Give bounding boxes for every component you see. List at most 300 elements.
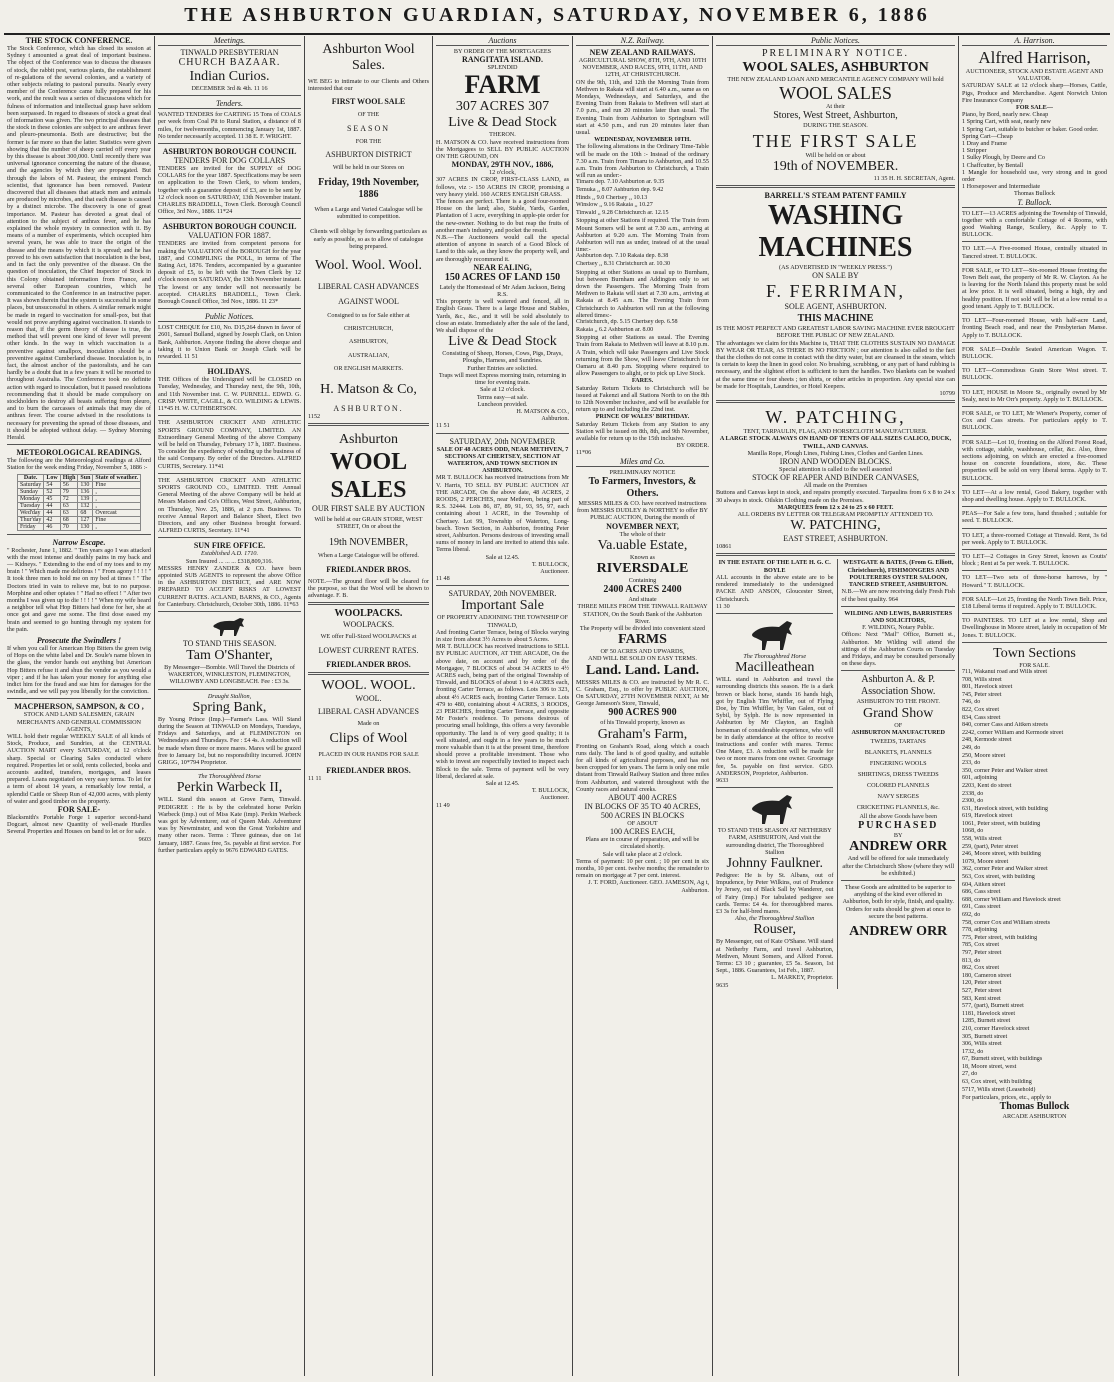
horse-title: Johnny Faulkner.	[726, 855, 823, 871]
tender-notice: WANTED TENDERS for CARTING 15 Tons of COALS per week from Coal Pit to Rural Station, a distance of 8 miles, for twelvemonths, commencing January 1st, 1887. No tender necessarily accepted. 11 38 E. F. WRIGHT.	[158, 111, 301, 144]
article-title: THE STOCK CONFERENCE.	[25, 36, 133, 45]
to-let-notice: FOR SALE—Double Seated American Wagon. T. BULLOCK.	[962, 346, 1107, 364]
forsale-item: 1 Sulky Plough, by Deere and Co	[962, 154, 1046, 162]
list-item: 1181, Havelock street	[962, 1010, 1016, 1017]
miles-body: MESSRS MILES & CO. have received instructions from MESSRS DUDLEY & NORTHEY to offer BY PUBLIC AUCTION, During the month of	[577, 499, 708, 522]
list-item: 822, Cox street	[962, 706, 1000, 713]
sale-time: Sale at 12 o'clock.	[479, 386, 526, 394]
ad-reference: 11 49	[436, 801, 450, 809]
estate-title: IN THE ESTATE OF THE LATE H. G. C. BOYLE	[718, 559, 831, 574]
forsale-title: FOR SALE—	[1016, 104, 1053, 112]
market-place: CHRISTCHURCH,	[343, 325, 394, 333]
list-item: 785, Cox street	[962, 942, 1000, 949]
auctioneer-role: Auctioneer.	[540, 794, 569, 802]
column-7	[958, 36, 1110, 1376]
iron-blocks: IRON AND WOODEN BLOCKS.	[779, 457, 892, 467]
forsale-subtitle: FOR SALE.	[1019, 661, 1050, 669]
firm-body: WILL hold their regular WEEKLY SALE of all kinds of Stock, Produce, and Sundries, at the CENTRAL AUCTION MART every SATURDAY, at 12 o'clock sharp. Special or Clearing Sales conducted where required. Properties let or sold, rents collected, books and accounts audited, transfers, mortgages, and leases prepared. Loans negotiated on very easy terms. To let for a term of about 14 years, a remarkably low rental, a splendid Cattle or Sheep Run of 42,000 acres, with plenty of water and good timber on the property.	[7, 733, 151, 805]
list-item: 711, Wakanui road and Wills street	[962, 669, 1048, 675]
list-item: 797, Peter street	[962, 949, 1002, 956]
woolpacks-heading: WOOLPACKS.	[334, 608, 403, 620]
column-2	[154, 36, 304, 1376]
harrison-sign: Thomas Bullock	[1013, 190, 1056, 198]
goods-note: These Goods are admitted to be superior to anything of the kind ever offered in Ashburton, both for style, finish, and quality. Orders for suits should be given at once to secure the best patterns.	[842, 883, 954, 920]
swindlers-title: Prosecute the Swindlers !	[36, 636, 122, 646]
forsale-title: FOR SALE-	[57, 805, 101, 815]
column-1	[4, 36, 154, 1376]
met-header: State of weather.	[93, 474, 141, 481]
catalogue-note: When a Large Catalogue will be offered.	[318, 551, 419, 559]
list-item: 1285, Burnett street	[962, 1018, 1011, 1025]
timetable-note: Stopping at other Stations if required. The Train from Mount Somers will be sent at 7.30 a.m., arriving at Ashburton at 9.20 a.m. The Morning Train from Ashburton will run as under, instead of at the usual time:-	[576, 217, 709, 254]
liberal-advances: LIBERAL CASH ADVANCES	[318, 282, 419, 292]
council-title: ASHBURTON BOROUGH COUNCIL	[162, 222, 297, 232]
horse-title: Rouser,	[753, 922, 797, 938]
list-item: 306, Wills street	[962, 1041, 1002, 1048]
about-400: ABOUT 400 ACRES	[608, 792, 677, 802]
fences-details: The fences are perfect. There is a good four-roomed House on the land; also, Stable, Yards, Garden, Plantation of 1 acre, everything in apple-pie order for the new-owner. Nothing to do but reap the fruits of another man's industry, and pocket the result.	[436, 198, 569, 234]
known-as: Known as	[630, 553, 655, 561]
live-dead-stock: Live & Dead Stock	[448, 115, 557, 131]
bazaar-title: CHURCH BAZAAR.	[178, 57, 281, 68]
council-title: ASHBURTON BOROUGH COUNCIL	[162, 147, 297, 157]
list-item: 2203, Kent do street	[962, 782, 1012, 789]
section-header: Public Notices.	[158, 312, 301, 322]
list-item: 688, corner William and Havelock street	[962, 896, 1061, 903]
blocks-note: IN BLOCKS OF 35 TO 40 ACRES,	[584, 801, 701, 811]
forsale-item: 1 Dray and Frame	[962, 140, 1007, 148]
ad-reference: 10861	[716, 543, 732, 551]
list-item: 577, (part), Burnett street	[962, 1003, 1024, 1010]
lost-cheque-notice: LOST CHEQUE for £10, No. D15,264 drawn in favor of 2601, Samuel Bulland, signed by Joseph Clark, on Union Bank, Ashburton. Anyone finding the above cheque and taking it to Union Bank or Joseph Clark will be rewarded. 11 51	[158, 324, 301, 364]
november-next: NOVEMBER NEXT,	[606, 521, 679, 531]
miles-instructions: MESSRS MILES & CO. are instructed by Mr R. C. C. Graham, Esq., to offer by PUBLIC AUCTION, On SATURDAY, 27TH NOVEMBER NEXT, At Mr George Jameson's Store, Tinwald,	[576, 678, 709, 708]
particulars-note: For particulars, prices, etc., apply to	[962, 1094, 1052, 1102]
during-season: DURING THE SEASON.	[803, 122, 868, 130]
column-5	[572, 36, 712, 1376]
list-item: 246, Moore street, with building	[962, 851, 1041, 858]
matson-firm: H. Matson & Co,	[320, 382, 417, 398]
reaper-canvases: STOCK OF REAPER AND BINDER CANVASES,	[752, 473, 919, 483]
forsale-item: Piano, by Bord, nearly new. Cheap	[962, 111, 1049, 119]
riversdale: RIVERSDALE	[596, 560, 689, 576]
preliminary-notice: PRELIMINARY NOTICE	[609, 468, 676, 476]
goods-item: SHIRTINGS, DRESS TWEEDS	[857, 770, 939, 778]
auctioneer-sign: J. T. FORD, Auctioneer. GEO. JAMESON, Ag t, Ashburton.	[588, 879, 709, 894]
goods-item: CRICKETING FLANNELS, &c.	[856, 803, 940, 811]
escape-title: Narrow Escape.	[52, 537, 106, 547]
list-item: 210, corner Havelock street	[962, 1025, 1030, 1032]
containing: Containing	[628, 576, 657, 584]
acres-900: 900 ACRES 900	[608, 707, 677, 719]
met-header: High	[60, 474, 78, 481]
wool-wool-wool: Wool. Wool. Wool.	[315, 258, 422, 274]
horse-title: Macilleathean	[735, 660, 815, 676]
horse-head: Also, the Thoroughbred Stallion	[735, 915, 815, 923]
wednesday-title: WEDNESDAY, NOVEMBER 10TH.	[594, 136, 691, 144]
market-place: ASHBURTON,	[349, 338, 388, 346]
ad-reference: 11 11	[308, 775, 322, 783]
all-above: All the above Goods have been	[859, 812, 937, 820]
wilding-notary: F. WILDING, Notary Public.	[862, 624, 935, 632]
horse-body: WILL stand in Ashburton and travel the surrounding districts this season. He is a dark brown or black horse, stands 16 hands high, got by English Tim Whiffler, out of Flying Doe, by Tim Whiffler, by Van Galen, out of Sybil, by Sylph. He is now represented in Ashburton by Mr Clayton, an English horseman of considerable experience, who will be in daily attendance at the office to receive instructions and confer with mares. Terms: One Mare, £3. A reduction will be made for two or more mares from one owner. Groomage fee, 5s. payable on first service. GEO. ANDERSON, Proprietor, Ashburton.	[716, 676, 834, 777]
clips-of-wool: Clips of Wool	[329, 730, 408, 746]
of-the: OF THE	[357, 111, 380, 119]
ad-reference: 11*06	[576, 449, 592, 457]
property-title: OF PROPERTY ADJOINING THE TOWNSHIP OF TINWALD,	[436, 614, 568, 629]
first-wool-sale: FIRST WOOL SALE	[331, 97, 406, 107]
list-item: 305, Burnett street	[962, 1033, 1008, 1040]
column-3	[304, 36, 432, 1376]
sale-after: And will be offered for sale immediately after the Christchurch Show (where they will be exhibited.)	[842, 855, 955, 877]
manilla-note: Manilla Rope, Plough Lines, Fishing Lines, Clothes and Garden Lines.	[747, 449, 924, 457]
list-item: 601, adjoining	[962, 775, 998, 782]
nz-loan-company: THE NEW ZEALAND LOAN AND MERCANTILE AGENCY COMPANY Will hold	[727, 76, 944, 83]
list-item: 619, Havelock street	[962, 813, 1013, 820]
list-item: 686, Cass street	[962, 889, 1001, 896]
splendid: SPLENDID	[487, 64, 518, 72]
wool-sales-intro: WE BEG to intimate to our Clients and Others interested that our	[308, 78, 429, 93]
masthead: THE ASHBURTON GUARDIAN, SATURDAY, NOVEMBER 6, 1886	[184, 4, 930, 26]
wool-sales-heading: WOOL SALES	[329, 449, 408, 504]
marquees: MARQUEES from 12 x 24 to 25 x 60 FEET.	[777, 503, 894, 511]
forsale-body: Blacksmith's Portable Forge 1 superior second-hand Dogcart, almost new Quantity of well-made Hurdles Several Properties and Houses on band to let or for sale.	[7, 814, 151, 836]
section-header: Meetings.	[158, 36, 301, 46]
timetable-row: Chertsey ,, 8.31 Christchurch ar. 10.30	[576, 261, 671, 268]
sale-date: SATURDAY, 20th NOVEMBER	[449, 436, 556, 446]
to-let-notice: TO PAINTERS. TO LET at a low rental, Shop and Dwellinghouse in Moore street, lately in occupation of Mr Jones. T. BULLOCK.	[962, 617, 1107, 643]
made-on: Made on	[357, 719, 380, 727]
ad-reference: 1152	[308, 413, 321, 421]
to-let-notice: TO LET—13 ACRES adjoining the Township of Tinwald, together with a comfortable Cottage of 4 Rooms, with good Washing Range, Scullery, &c. Apply to T. BULLOCK.	[962, 210, 1107, 243]
auctioneer-name: H. MATSON & CO.,	[516, 407, 569, 415]
first-sale-by-auction: OUR FIRST SALE BY AUCTION	[312, 504, 425, 514]
subcolumn-left	[716, 559, 833, 988]
town-sections-title: Town Sections	[993, 645, 1076, 661]
sale-body: MR T. BULLOCK has received instructions from Mr V. Harris, TO SELL BY PUBLIC AUCTION AT THE ARCADE, On the above date, 48 ACRES, 2 ROODS, 2 PERCHES, near Methven, being part of R.S. 32444. Lots 86, 87, 89, 91, 93, 95, 97, each containing about 1 ACRE, in the Township of Chertsey. Lot 99, Township of Waterton, Long-beach. Town Section, in Ashburton, fronting Peter street, Ashburton. Persons desirous of investing small sums of money in land are invited to attend this sale. Terms liberal.	[436, 474, 569, 554]
sole-agent: SOLE AGENT, ASHBURTON.	[784, 302, 887, 312]
grain-store-note: Will be held at our GRAIN STORE, WEST STREET, On or about the	[314, 516, 423, 531]
holidays-body: THE Offices of the Undersigned will be CLOSED on Tuesday, Wednesday, and Thursday next, the 9th, 10th, and 11th November inst. C. W. PURNELL. EDWD. G. CRISP. WHITE, CAGILL, & CO. WILDING & LEWIS. 11*45 H. W. CUTHBERTSON.	[158, 376, 301, 416]
table-row: Sunday 52 79 136 ,	[17, 488, 140, 495]
tam-title: Tam O'Shanter,	[186, 647, 273, 663]
easy-terms: AND WILL BE SOLD ON EASY TERMS.	[588, 655, 697, 663]
table-row: Tuesday 44 63 132 ,	[17, 502, 140, 509]
to-let-notice: PEAS—For Sale a few tons, hand thrashed ; suitable for seed. T. BULLOCK.	[962, 510, 1107, 528]
ground-floor-note: NOTE.—The ground floor will be cleared for the purpose, so that the Wool will be shown to advantage. F. B.	[308, 577, 429, 600]
list-item: 583, Kent street	[962, 995, 1001, 1002]
timetable-note: Stopping at other Stations as usual up to Burnham, but between Burnham and Addington only to set down the Passengers. The Morning Train from Methven to Rakaia will start at 7.30 a.m., arriving at Rakaia at 8.45 a.m. The Evening Train from Christchurch to Ashburton will run at the following altered times:-	[576, 268, 709, 319]
washing-body: The advantages we claim for this Machine is, THAT THE CLOTHES SUSTAIN NO DAMAGE BY WEAR OR TEAR, AS THERE IS NO FRICTION ; our attention is also called to the fact that the clothes do not come in contact with the dirty water, but are cleansed in the steam, which is certain to keep the linen in good color. No brushing, scrubbing, or any part of hand rubbing is necessary, and the slightest effort is sufficient to turn the handles. Two blankets can be washed at the same time or four sheets ; ten shirts, or other articles in proportion. Any special size can be made for Hospitals, Laundries, or Hotel Keepers.	[716, 339, 955, 390]
homestead-note: Lately the Homestead of Mr Adam Jackson, Being R.S.	[439, 283, 566, 299]
of-50-acres: OF 50 ACRES AND UPWARDS,	[600, 648, 685, 656]
agent-sign: 11 35 H. H. SECRETAN, Agent.	[873, 174, 955, 182]
timetable-row: Timaru dep. 7.10 Ashburton ar. 9.35	[576, 179, 665, 186]
ad-reference: 10799	[939, 390, 955, 398]
bullock-sign: Thomas Bullock	[999, 1101, 1070, 1113]
wool-single: WOOL.	[355, 693, 382, 703]
clients-note: Clients will oblige by forwarding particulars as early as possible, so as to allow of catalogue being prepared.	[310, 228, 427, 250]
met-header: Low	[44, 474, 60, 481]
orders-note: ALL ORDERS BY LETTER OR TELEGRAM PROMPTLY ATTENDED TO.	[737, 511, 934, 519]
forsale-item: 1 Chaffcutter, by Bentall	[962, 161, 1024, 169]
council-subtitle: VALUATION FOR 1887.	[188, 231, 271, 241]
divided-note: The Property will be divided into convenient sized	[579, 624, 706, 632]
catalogue-note: When a Large and Varied Catalogue will be submitted to competition.	[314, 206, 423, 221]
grahams-farm: Graham's Farm,	[597, 726, 688, 742]
section-header: Tenders.	[158, 99, 301, 109]
table-row: Saturday 54 56 130 Fine	[17, 481, 140, 488]
sale-date: Friday, 19th November, 1886	[318, 177, 419, 201]
by-order: BY ORDER.	[676, 442, 709, 450]
list-item: 527, Peter street	[962, 987, 1002, 994]
to-let-notice: TO LET—Two sets of three-horse harrows, by " Howard." T. BULLOCK.	[962, 574, 1107, 592]
this-machine: THIS MACHINE	[797, 313, 874, 325]
to-let-notice: FOR SALE, or TO LET, Mr Wiener's Property, corner of Cox and Cass streets. For particulars apply to T. BULLOCK.	[962, 410, 1107, 436]
list-item: 691, Cass street	[962, 904, 1001, 911]
grand-show: Grand Show	[863, 705, 934, 721]
andrew-orr: ANDREW ORR	[849, 839, 948, 855]
tam-body: By Messenger—Bombie. Will Travel the Districts of WAKERTON, WINKLESTON, FLEMINGTON, WILLOWBY AND LONGBEACH. Fee : £3 3s.	[158, 664, 301, 690]
column-6	[712, 36, 958, 1376]
met-title: METEOROLOGICAL READINGS.	[16, 448, 142, 458]
near-ealing: NEAR EALING,	[473, 262, 532, 272]
wool-sales-heading: WOOL SALES	[779, 83, 892, 104]
list-item: 558, Wills street	[962, 836, 1002, 843]
ashburton-heading: Ashburton	[338, 432, 399, 448]
table-row: Wed'day 44 63 68 Overcast	[17, 509, 140, 516]
timetable-row: Winslow ,, 9.16 Rakaia ,, 10.27	[576, 202, 653, 209]
goods-item: NAVY SERGES	[877, 792, 919, 800]
spring-body: By Young Prince (Imp.)—Farmer's Lass. Will Stand during the Season at TINWALD on Mondays, Tuesdays, Fridays and Saturdays, and at FLEMINGTON on Wednesdays and Thursdays. Fee : £4 4s. A reduction will be made when three or more mares. Mares will be grazed free to January 1st, but no responsibility incurred. JOHN GRIGG, 10*794 Proprietor.	[158, 716, 301, 770]
to-let-notice: TO LET—At a low rental, Good Bakery, together with shop and dwelling house. Apply to T. BULLOCK.	[962, 489, 1107, 507]
table-row: Monday 45 72 139 ,	[17, 495, 140, 502]
graham-body: Fronting on Graham's Road, along which a coach runs daily. The land is of good quality, and suitable for all kinds of agricultural purposes, and has not been cropped for ten years. The farm is only one mile distant from Tinwald Railway Station and three miles from Ashburton, and watered throughout with the County races and natural creeks.	[576, 742, 709, 793]
harrison-sub: AUCTIONEER, STOCK AND ESTATE AGENT AND VALUATOR.	[965, 68, 1104, 83]
timetable-row: Ashburton dep. 7.10 Rakaia dep. 8.38	[576, 253, 669, 260]
list-item: 67, Burnett street, with buildings	[962, 1056, 1043, 1063]
advertised-note: (AS ADVERTISED IN "WEEKLY PRESS.")	[779, 264, 892, 272]
wilding-body: Offices: Next "Mail" Office, Burnett st., Ashburton. Mr Wilding will attend the sittings of the Ashburton Courts on Tuesday and Fridays, and may be consulted personally on these days.	[841, 631, 955, 668]
goods-item: COLORED FLANNELS	[867, 781, 930, 789]
list-item: 2300, do	[962, 798, 984, 805]
harrison-title: Alfred Harrison,	[978, 48, 1091, 67]
list-item: 692, do	[962, 912, 981, 918]
horse-body: By Messenger, out of Kate O'Shane. Will stand at Netherby Farm, and travel Ashburton, Methven, Mount Somers, and Alford Forest. Terms: £3 10 ; guarantee, £5 5s. Season, 1st Sept., 1886. Guarantees, 1st Feb., 1887.	[716, 938, 834, 975]
woolpacks-subheading: WOOLPACKS.	[342, 620, 395, 630]
on-sale-by: ON SALE BY	[812, 271, 859, 281]
of-about: OF ABOUT	[627, 819, 658, 827]
list-item: 745, Peter street	[962, 691, 1002, 698]
forsale-item: 1 Mangle for household use, very strong and in good order	[962, 168, 1107, 184]
ad-reference: 11 48	[436, 575, 450, 583]
friedlander-name: FRIEDLANDER BROS.	[326, 564, 411, 574]
ad-reference: 9603	[138, 835, 151, 843]
acres-500: 500 ACRES IN BLOCKS	[600, 810, 685, 820]
manufactured: ASHBURTON MANUFACTURED	[851, 728, 946, 736]
met-header: Sun	[78, 474, 93, 481]
fire-sum: Sum Insured ... ... ... £318,809,316.	[185, 557, 274, 565]
list-item: 18, Moore street, west	[962, 1063, 1017, 1070]
to-let-notice: FOR SALE—Lot 10, fronting on the Alford Forest Road, with cottage, stable, washhouse, cellar, &c. Also, three sections adjoining, on which are erected a five-roomed house on concrete foundations, store, &c. These properties will be sold on very liberal terms. Apply to T. BULLOCK.	[962, 439, 1107, 486]
woolpacks-offer: WE offer Full-Sized WOOLPACKS at	[320, 633, 417, 641]
farm-heading: FARM	[464, 70, 541, 100]
show-races: AGRICULTURAL SHOW, 8TH, 9TH, AND 10TH NOVEMBER, AND RACES, 9TH, 11TH, AND 12TH, AT CHRISTCHURCH.	[578, 57, 707, 79]
horse-head: The Thoroughbred Horse	[743, 652, 807, 660]
list-item: 758, corner Cox and William streets	[962, 919, 1050, 926]
location: THERON.	[489, 131, 516, 139]
perkin-title: Perkin Warbeck II,	[176, 780, 283, 796]
list-item: 249, do	[962, 744, 981, 751]
perkin-head: The Thoroughbred Horse	[198, 773, 261, 781]
list-item: 813, do	[962, 957, 981, 964]
season: SEASON	[346, 123, 391, 133]
land-heading: Land. Land. Land.	[585, 662, 700, 678]
patching-address: EAST STREET, ASHBURTON.	[783, 534, 888, 544]
list-item: 862, Cox street	[962, 965, 1000, 972]
important-sale: Important Sale	[461, 598, 544, 614]
lowest-rates: LOWEST CURRENT RATES.	[318, 645, 419, 655]
tinwald-note: of his Tinwald property, known as	[600, 719, 685, 727]
traps-note: Traps will meet Express morning train, returning in time for evening train.	[438, 371, 567, 387]
cricket-notice: THE ASHBURTON CRICKET AND ATHLETIC SPORTS GROUND COMPANY, LIMITED. AN Extraordinary General Meeting of the above Company will be held on Thursday, February 17 h, 1887. Business. To consider the expediency of winding up the business of the said Company. By order of the Directors. ALFRED CURTIS, Secretary. 11*41	[158, 419, 301, 473]
fire-established: Established A.D. 1710.	[200, 550, 259, 558]
wilding-title: WILDING AND LEWIS, BARRISTERS AND SOLICITORS,	[844, 609, 953, 624]
sale-title: SALE OF 48 ACRES ODD, NEAR METHVEN, 7 SECTIONS AT CHERTSEY, SECTION AT WATERTON, AND TOWN SECTION IN ASHBURTON.	[436, 445, 569, 475]
show-body: ON the 9th, 11th, and 12th the Morning Train from Methven to Rakaia will start at 6.40 a.m., same as on Mondays, Wednesdays, and Saturdays, and the Evening Train from Rakaia to Methven will start at 7.0 p.m., and run 20 minutes later than usual. The Evening Train from Ashburton to Springburn will start at 4.50 p.m., and run 20 minutes later than usual.	[576, 78, 709, 137]
railways-title: NEW ZEALAND RAILWAYS.	[589, 48, 696, 57]
live-dead-stock: Live & Dead Stock	[448, 334, 557, 350]
to-let-notice: TO LET—Four-roomed House, with half-acre Land, fronting Beach road, and near the Presbyterian Manse. Apply to T. BULLOCK.	[962, 317, 1107, 343]
section-header: T. Bullock.	[962, 198, 1107, 208]
to-let-notice: TO LET—Commodious Grain Store West street. T. BULLOCK.	[962, 367, 1107, 385]
firm-subtitle: STOCK AND LAND SALESMEN, GRAIN MERCHANTS AND GENERAL COMMISSION AGENTS,	[16, 711, 142, 733]
friedlander-name: FRIEDLANDER BROS.	[326, 766, 411, 776]
goods-item: BLANKETS, FLANNELS	[864, 748, 932, 756]
met-intro: The following are the Meteorological readings at Alford Station for the week ending Friday, November 5, 1886 :-	[7, 457, 151, 472]
to-let-notice: FOR SALE, or TO LET—Six-roomed House fronting the Town Belt east, the property of Mr R. W. Clayton. As he is leaving for the North Island this property must be sold at low price. It is well situated, being a high, dry and healthy position. If not sold will be let at a low rental to a good tenant. Apply to T. BULLOCK.	[962, 267, 1107, 314]
to-let-notice: TO LET, HOUSE in Moore St., originally owned by Mr Sealy, next to Mr Orr's property. Apply to T. BULLOCK.	[962, 389, 1107, 407]
barrell-title: BARRELL'S STEAM PATENT FAMILY	[764, 191, 907, 201]
first-sale: THE FIRST SALE	[752, 130, 919, 151]
to-the-front: ASHBURTON TO THE FRONT.	[856, 698, 940, 706]
land-acres: 150 ACRES OF LAND 150	[444, 271, 561, 283]
luncheon: Luncheon provided.	[477, 400, 528, 408]
section-header: Public Notices.	[716, 36, 955, 46]
sale-time: Sale at 12.45.	[485, 553, 520, 561]
swindlers-body: If when you call for American Hop Bitters the green twig of Hops on the white label and Dr. Soule's name blown in the glass, the vendor hands out anything but American Hop Bitters refuse it and shun the vendor as you would a viper ; and if he has taken your money for anything else indict him for the fraud and sue him for damages for the swindle, and we will pay you liberally for the conviction.	[7, 645, 151, 696]
premises-note: All made on the Premises	[803, 482, 868, 490]
masthead-rule	[4, 33, 1110, 35]
arcade-address: ARCADE ASHBURTON	[1002, 1113, 1067, 1121]
matson-town: ASHBURTON.	[333, 404, 404, 414]
to-let-notice: TO LET.—A Five-roomed House, centrally situated in Tancred street. T. BULLOCK.	[962, 245, 1107, 263]
forsale-item: 1 Spring Cart, with seat, nearly new	[962, 118, 1052, 126]
show-title: Ashburton A. & P. Association Show.	[861, 674, 936, 698]
council-body: TENDERS are invited from competent persons for making the VALUATION of the BOROUGH for the year 1887, and COMPILING the POLL, in terms of The Rating Act, 1876. Tenders, accompanied by a guarantee deposit of £5, to be left with the Town Clerk by 12 o'clock noon on SATURDAY, the 13th November instant. The lowest or any tender will not necessarily be accepted. CHARLES BRADDELL, Town Clerk. Borough Council Office, 3rd Nov., 1886. 11 23*	[158, 240, 301, 309]
farms-heading: FARMS	[618, 632, 667, 648]
list-item: 259, (part), Peter street	[962, 843, 1019, 850]
spring-head: Draught Stallion,	[207, 692, 252, 700]
crop-details: 307 ACRES IN CROP, FIRST-CLASS LAND, as follows, viz :- 150 ACRES IN CROP, promising a very heavy yield. 160 ACRES ENGLISH GRASS.	[436, 176, 569, 198]
horse-head: TO STAND THIS SEASON AT NETHERBY FARM, ASHBURTON, And visit the surrounding district, The Thoroughbred Stallion	[717, 827, 832, 856]
situate: And situate	[628, 596, 657, 604]
firm-title: MACPHERSON, SAMPSON, & CO ,	[14, 702, 144, 712]
list-item: 708, Wills street	[962, 676, 1002, 683]
plans-note: Plans are in course of preparation, and will be circulated shortly.	[585, 836, 700, 851]
goods-item: TWEEDS, TARTANS	[870, 737, 926, 745]
tent-maker: TENT, TARPAULIN, FLAG, AND HORSECLOTH MANUFACTURER.	[743, 428, 928, 436]
for-the: FOR THE	[355, 137, 382, 145]
holidays-title: HOLIDAYS.	[207, 367, 252, 377]
sale-date: 19th NOVEMBER,	[329, 536, 408, 548]
list-item: 801, Havelock street	[962, 684, 1013, 691]
acres-100: 100 ACRES EACH,	[609, 827, 676, 837]
forsale-item: 1 Spring Cart, suitable to butcher or baker. Good order.	[962, 125, 1099, 133]
wool-wool-heading: WOOL. WOOL.	[321, 677, 416, 693]
bazaar-top: TINWALD PRESBYTERIAN	[180, 48, 279, 57]
terms: Terms easy—at sale.	[476, 393, 529, 401]
forsale-item: 1 Horsepower and Intermediate	[962, 183, 1041, 191]
valuable-estate: Va.uable Estate,	[597, 537, 688, 553]
sale-time: Sale at 12.45.	[485, 780, 520, 788]
market-place: OR ENGLISH MARKETS.	[333, 364, 404, 372]
land-body: This property is well watered and fenced, all in English Grass. There is a large House and Stables, Yards, &c., &c., and it will be sold absolutely to close an estate. Immediately after the sale of the land, We shall dispose of the	[436, 298, 569, 335]
auctioneer-role: Auctioneer.	[540, 567, 569, 575]
list-item: 1732, do	[962, 1048, 984, 1055]
section-header: A. Harrison.	[962, 36, 1107, 46]
list-item: 233, do	[962, 760, 981, 767]
further-entries: Further Entries are solicited.	[467, 364, 538, 372]
stores-west-street: Stores, West Street, Ashburton,	[773, 110, 898, 122]
wool-sales-title: Ashburton Wool Sales.	[322, 42, 415, 73]
met-header: Date.	[17, 474, 43, 481]
wednesday-body: The following alterations in the Ordinary Time-Table will be made on the 10th :- Instead of the ordinary 7.30 a.m. Train from Timaru to Ashburton, and 10.55 a.m. Train from Ashburton to Christchurch, a Train will run as under:-	[576, 143, 709, 180]
special-note: Special attention is called to the well assorted	[779, 466, 892, 474]
list-item: 250, Moore street	[962, 752, 1006, 759]
island-name: RANGITATA ISLAND.	[462, 55, 543, 65]
andrew-orr: ANDREW ORR	[849, 923, 948, 939]
sale-time: Sale will take place at 2 o'clock.	[602, 850, 683, 858]
timetable-row: Christchurch, dp. 5.15 Chertsey dep. 6.58	[576, 319, 678, 326]
of: OF	[894, 721, 903, 729]
proprietor-sign: L. MARKEY, Proprietor.	[771, 974, 834, 982]
fire-body: MESSRS HENRY ZANDER & CO. have been appointed SUB AGENTS to represent the above Office in the ASHBURTON DISTRICT, and ARE NOW PREPARED TO ACCEPT RISKS AT LOWEST CURRENT RATES. ACLAND, BARNS, & CO., Agents for Canterbury. Christchurch, October 30th, 1886. 11*63	[158, 565, 301, 612]
harrison-body: SATURDAY SALE at 12 o'clock sharp—Horses, Cattle, Pigs, Produce and Merchandise. Agent Norwich Union Fire Insurance Company	[962, 82, 1107, 104]
terms-body: Terms of payment: 10 per cent. ; 10 per cent in six months, 10 per cent. twelve months; the remainder to remain on mortgage at 7 per cent. interest.	[576, 857, 709, 880]
consigned-note: Consigned to us for Sale either at	[327, 312, 410, 320]
mortgagee-order: BY ORDER OF THE MORTGAGEES	[453, 48, 552, 55]
ad-reference: 11 30	[716, 602, 730, 610]
sale-date: SATURDAY, 20th NOVEMBER.	[448, 589, 557, 599]
washing-machines: WASHING MACHINES	[758, 200, 913, 264]
horse-illustration	[745, 617, 805, 651]
auction-date: MONDAY, 29TH NOV., 1886,	[451, 160, 554, 170]
bazaar-date: DECEMBER 3rd & 4th. 11 16	[191, 85, 268, 92]
forsale-item: 1 Stripper	[962, 147, 987, 155]
held-about: Will be held on or about	[805, 151, 866, 159]
held-in-stores: Will be held in our Stores on	[332, 163, 405, 171]
forsale-item: Spring Cart—Cheap	[962, 132, 1013, 140]
westgate-title: WESTGATE & BATES, (From G. Elliott, Christchurch), FISHMONGERS AND POULTERERS OYSTER SALOON, TANCRED STREET, ASHBURTON.	[843, 559, 954, 589]
perkin-body: WILL Stand this season at Grove Farm, Tinwald. PEDIGREE : He is by the celebrated horse Perkin Warbeck (imp.) out of Miss Kate (imp). Perkin Warbeck was got by Adventurer, out of Queen Mab. Adventurer was by Newminster, and won the Great Yorkshire and many other races. Terms : Three guineas, due on 1st January, 1887. Grass free, 5s. payable at first service. For further particulars apply to 9676 EDWARD GATES.	[158, 796, 301, 854]
sale-body: MR T. BULLOCK has received instructions to SELL BY PUBLIC AUCTION, AT THE ARCADE, On the above date, on account and by order of the Mortgagee, 7 BLOCKS of about 34 ACRES to 4½ ACRES each, being part of the original Township of Tinwald, and BLOCKS of about 1 to 4 ACRES each, fronting Carter Terrace, as follows. Lots 306 to 323, about 4½ ACRES each, fronting Carter Terrace. Lots 479 to 480, containing about 4 ACRES, 3 ROODS, 23 PERCHES, fronting Carter Terrace, and opposite Mr Foster's residence. To persons desirous of procuring small holdings, this offers a very favorable opportunity. The land is of very good quality; it is well situated, and ought in a few years to be much more valuable than it is at the present time, therefore should prove a profitable investment. Those who wish to invest are respectfully invited to inspect each Block to the sale. Terms of payment will be very liberal, declared at sale.	[436, 643, 569, 780]
list-item: 180, Cameron street	[962, 972, 1012, 979]
ad-reference: 9635	[716, 981, 729, 989]
timetable-row: Tinwald ,, 9.28 Christchurch ar. 12.15	[576, 209, 669, 216]
farmers-heading: To Farmers, Investors, & Others.	[588, 475, 697, 499]
list-item: 120, Peter street	[962, 980, 1002, 987]
